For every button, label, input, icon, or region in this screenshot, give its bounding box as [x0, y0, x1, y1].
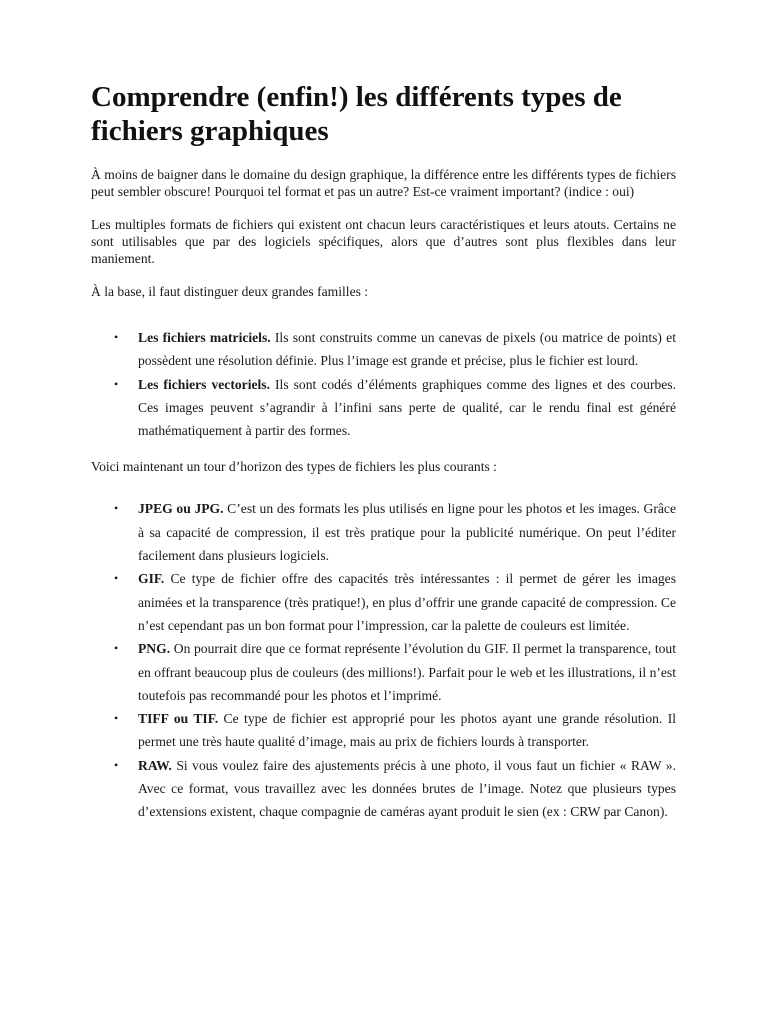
bullet-icon: • — [114, 501, 119, 516]
list-item — [91, 497, 676, 567]
list-item-term: PNG. — [138, 641, 171, 657]
list-item — [91, 754, 676, 824]
list-item-term: JPEG ou JPG. — [138, 501, 224, 517]
intro-paragraph: À moins de baigner dans le domaine du design graphique, la différence entre les différents types de fichiers peut sembler obscure! Pourquoi tel format et pas un autre? Est-ce vraiment important? (indice : oui) — [91, 167, 676, 199]
list-item-term: GIF. — [138, 571, 165, 587]
list-item — [91, 707, 676, 754]
intro-paragraph: Les multiples formats de fichiers qui existent ont chacun leurs caractéristiques et leurs atouts. Certains ne sont utilisables que par des logiciels spécifiques, alors que d’autres sont plus flexibles dans leur maniement. — [91, 217, 676, 266]
families-list — [91, 326, 676, 442]
list-item — [91, 326, 676, 373]
list-item-term: Les fichiers matriciels. — [138, 330, 271, 345]
list-item-term: Les fichiers vectoriels. — [138, 376, 270, 392]
list-item — [91, 637, 676, 707]
formats-list — [91, 497, 676, 823]
document-page — [91, 80, 676, 840]
bullet-icon: • — [114, 376, 119, 391]
list-item-term: RAW. — [138, 757, 172, 773]
bullet-icon: • — [114, 757, 119, 772]
bullet-icon: • — [114, 330, 119, 344]
list-item-text: C’est un des formats les plus utilisés en ligne pour les photos et les images. Grâce à sa capacité de compression, il est très pratique pour la publicité numérique. On peut l’éditer facilement dans plusieurs logiciels. — [138, 501, 676, 564]
bullet-icon: • — [114, 711, 119, 726]
list-item-text: On pourrait dire que ce format représente l’évolution du GIF. Il permet la transparence, tout en offrant beaucoup plus de couleurs (des millions!). Parfait pour le web et les illustrations, il n’est toutefois pas recommandé pour les photos et l’imprimé. — [138, 641, 676, 703]
transition-paragraph: Voici maintenant un tour d’horizon des types de fichiers les plus courants : — [91, 459, 497, 475]
intro-paragraph: À la base, il faut distinguer deux grandes familles : — [91, 284, 369, 299]
list-item — [91, 567, 676, 637]
list-item-text: Ils sont codés d’éléments graphiques comme des lignes et des courbes. Ces images peuvent s’agrandir à l’infini sans perte de qualité, car le rendu final est généré mathématiquement à partir des formes. — [138, 376, 676, 439]
list-item — [91, 373, 676, 443]
bullet-icon: • — [114, 571, 119, 586]
bullet-icon: • — [114, 641, 119, 656]
document-title: Comprendre (enfin!) les différents types de fichiers graphiques — [91, 81, 622, 147]
list-item-text: Si vous voulez faire des ajustements précis à une photo, il vous faut un fichier « RAW ». Avec ce format, vous travaillez avec les données brutes de l’image. Notez que plusieurs types d’extensions existent, chaque compagnie de caméras ayant produit le sien (ex : CRW par Canon). — [138, 757, 676, 820]
list-item-text: Ce type de fichier est approprié pour les photos ayant une grande résolution. Il permet une très haute qualité d’image, mais au prix de fichiers lourds à transporter. — [138, 711, 676, 750]
list-item-text: Ce type de fichier offre des capacités très intéressantes : il permet de gérer les images animées et la transparence (très pratique!), en plus d’offrir une grande capacité de compression. Ce n’est cependant pas un bon format pour l’impression, car la palette de couleurs est limitée. — [138, 571, 676, 633]
list-item-text: Ils sont construits comme un canevas de pixels (ou matrice de points) et possèdent une résolution définie. Plus l’image est grande et précise, plus le fichier est lourd. — [138, 330, 676, 369]
list-item-term: TIFF ou TIF. — [138, 711, 219, 727]
